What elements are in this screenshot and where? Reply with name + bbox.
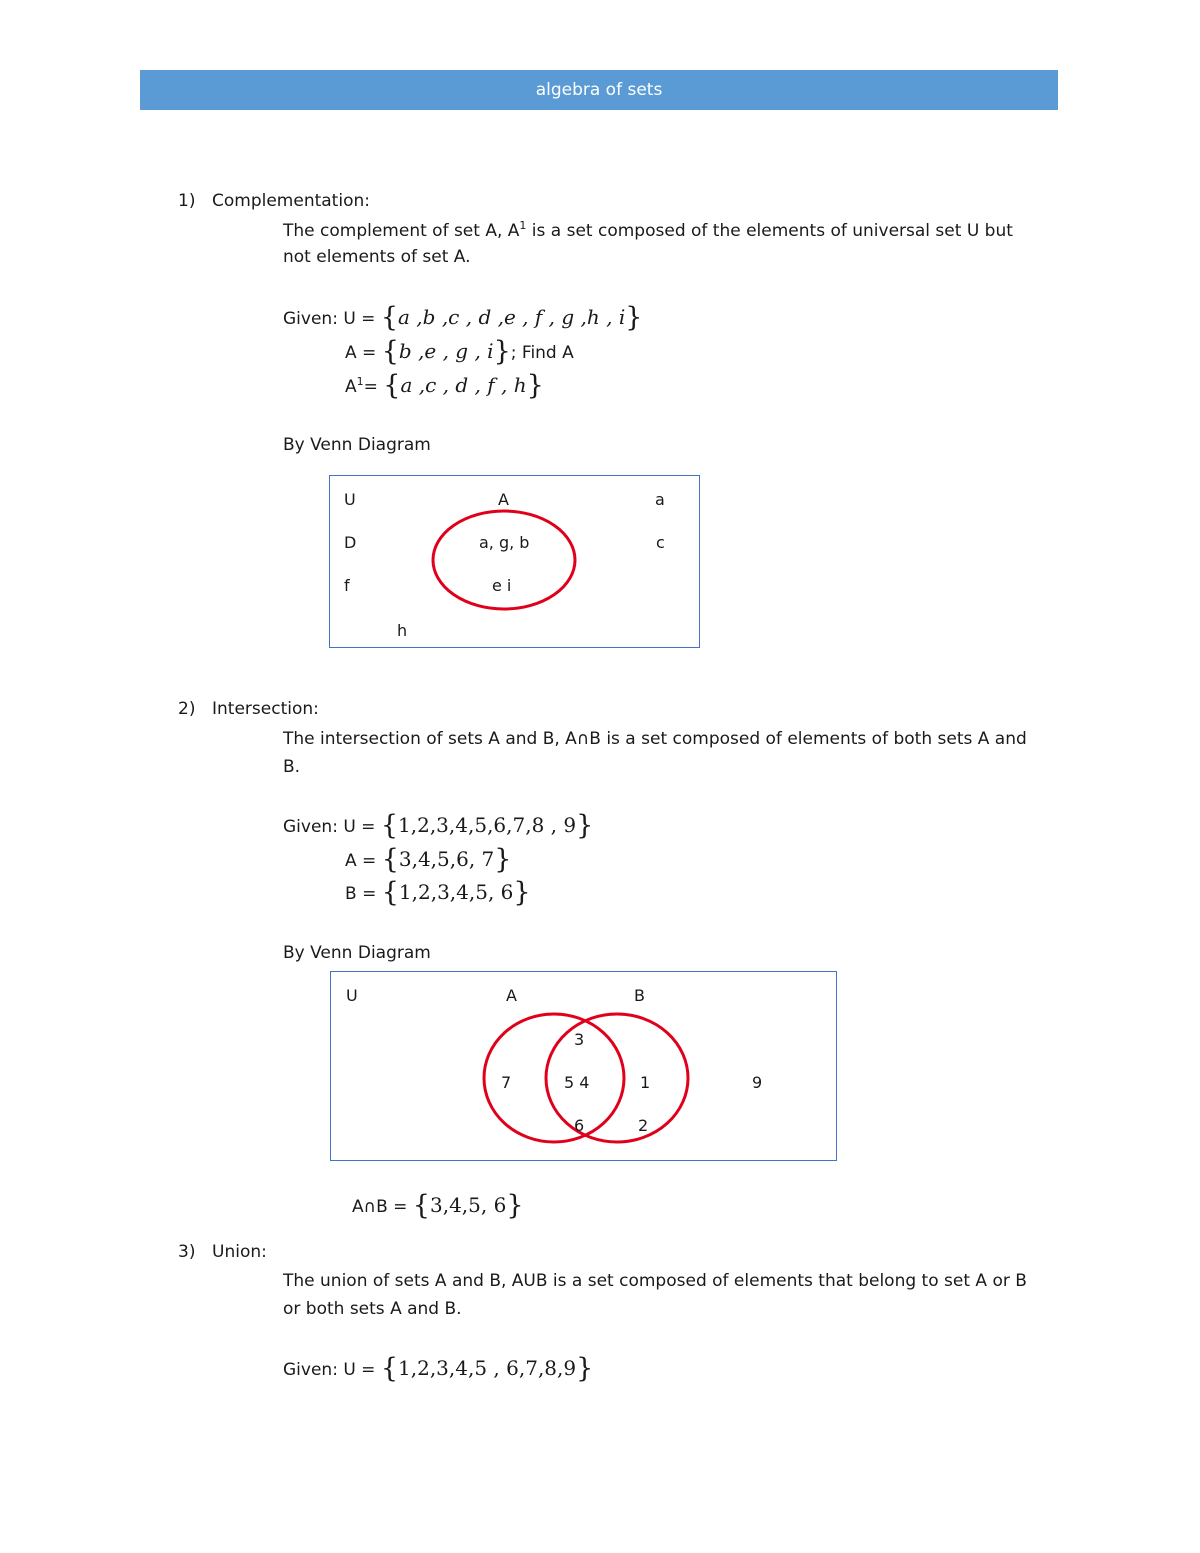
page-title: algebra of sets xyxy=(535,80,663,100)
set-b-label: B xyxy=(634,986,645,1005)
venn-heading: By Venn Diagram xyxy=(283,943,431,963)
set-label: A = xyxy=(345,851,382,871)
open-brace: { xyxy=(380,810,399,841)
page-header-banner xyxy=(140,70,1058,110)
section-title: Intersection: xyxy=(212,699,319,719)
section-title: Union: xyxy=(212,1242,267,1262)
open-brace: { xyxy=(381,336,399,367)
section-number: 1) xyxy=(178,191,196,211)
element-label: a, g, b xyxy=(479,533,530,552)
given-set-b xyxy=(345,877,531,908)
venn-heading: By Venn Diagram xyxy=(283,435,431,455)
element-label: 1 xyxy=(640,1073,651,1092)
given-set-a xyxy=(345,336,574,367)
given-universal-set xyxy=(283,810,593,841)
set-elements: 1,2,3,4,5,6,7,8 , 9 xyxy=(398,813,577,837)
superscript: 1 xyxy=(519,219,527,232)
element-label: 7 xyxy=(501,1073,512,1092)
section-body-line: The intersection of sets A and B, A∩B is a set composed of elements of both sets A and xyxy=(283,729,1027,749)
open-brace: { xyxy=(383,370,401,401)
set-label: A = xyxy=(345,343,382,363)
set-label: B = xyxy=(345,884,382,904)
given-label: Given: U = xyxy=(283,817,381,837)
close-brace: } xyxy=(526,370,544,401)
close-brace: } xyxy=(625,302,643,333)
section-body-line: not elements of set A. xyxy=(283,247,471,267)
element-label: c xyxy=(656,533,665,552)
result-label: A∩B = xyxy=(352,1197,413,1217)
element-label: 9 xyxy=(752,1073,763,1092)
close-brace: } xyxy=(513,877,531,908)
close-brace: } xyxy=(494,844,512,875)
close-brace: } xyxy=(576,810,594,841)
venn-circles xyxy=(331,972,838,1162)
open-brace: { xyxy=(380,1353,399,1384)
set-elements: 3,4,5,6, 7 xyxy=(398,847,495,871)
equals-sign: = xyxy=(363,377,384,397)
close-brace: } xyxy=(506,1190,524,1221)
element-label: 3 xyxy=(574,1030,585,1049)
element-label: 5 4 xyxy=(564,1073,590,1092)
given-label: Given: U = xyxy=(283,309,381,329)
close-brace: } xyxy=(493,336,511,367)
element-label: 6 xyxy=(574,1116,585,1135)
section-body-line: The union of sets A and B, AUB is a set composed of elements that belong to set A or B xyxy=(283,1271,1027,1291)
section-body-line xyxy=(283,219,1013,241)
section-body-line: B. xyxy=(283,757,301,777)
given-label: Given: U = xyxy=(283,1360,381,1380)
universal-label: U xyxy=(346,986,358,1005)
venn-diagram-intersection xyxy=(330,971,837,1161)
element-label: e i xyxy=(492,576,512,595)
universal-label: U xyxy=(344,490,356,509)
superscript: 1 xyxy=(356,375,364,388)
given-universal-set xyxy=(283,1353,593,1384)
open-brace: { xyxy=(380,302,399,333)
set-label: A xyxy=(345,377,357,397)
element-label: f xyxy=(344,576,350,595)
set-elements: a ,b ,c , d ,e , f , g ,h , i xyxy=(398,305,626,329)
venn-diagram-complement xyxy=(329,475,700,648)
section-body-line: or both sets A and B. xyxy=(283,1299,462,1319)
venn-circles xyxy=(330,476,701,649)
section-number: 2) xyxy=(178,699,196,719)
set-a-label: A xyxy=(506,986,517,1005)
element-label: h xyxy=(397,621,408,640)
body-text: The complement of set A, A xyxy=(283,221,520,241)
set-elements: a ,c , d , f , h xyxy=(400,373,527,397)
set-elements: 1,2,3,4,5 , 6,7,8,9 xyxy=(398,1356,577,1380)
set-elements: 3,4,5, 6 xyxy=(429,1193,507,1217)
body-text: is a set composed of the elements of universal set U but xyxy=(526,221,1013,241)
given-universal-set xyxy=(283,302,642,333)
open-brace: { xyxy=(412,1190,430,1221)
element-label: D xyxy=(344,533,357,552)
section-title: Complementation: xyxy=(212,191,370,211)
open-brace: { xyxy=(381,844,399,875)
given-set-a xyxy=(345,844,511,875)
open-brace: { xyxy=(381,877,399,908)
intersection-result xyxy=(352,1190,524,1221)
find-text: ; Find A xyxy=(510,343,574,363)
element-label: 2 xyxy=(638,1116,649,1135)
set-a-label: A xyxy=(498,490,509,509)
close-brace: } xyxy=(576,1353,594,1384)
set-elements: b ,e , g , i xyxy=(398,339,494,363)
element-label: a xyxy=(655,490,665,509)
section-number: 3) xyxy=(178,1242,196,1262)
set-elements: 1,2,3,4,5, 6 xyxy=(398,880,514,904)
complement-result xyxy=(345,370,544,401)
